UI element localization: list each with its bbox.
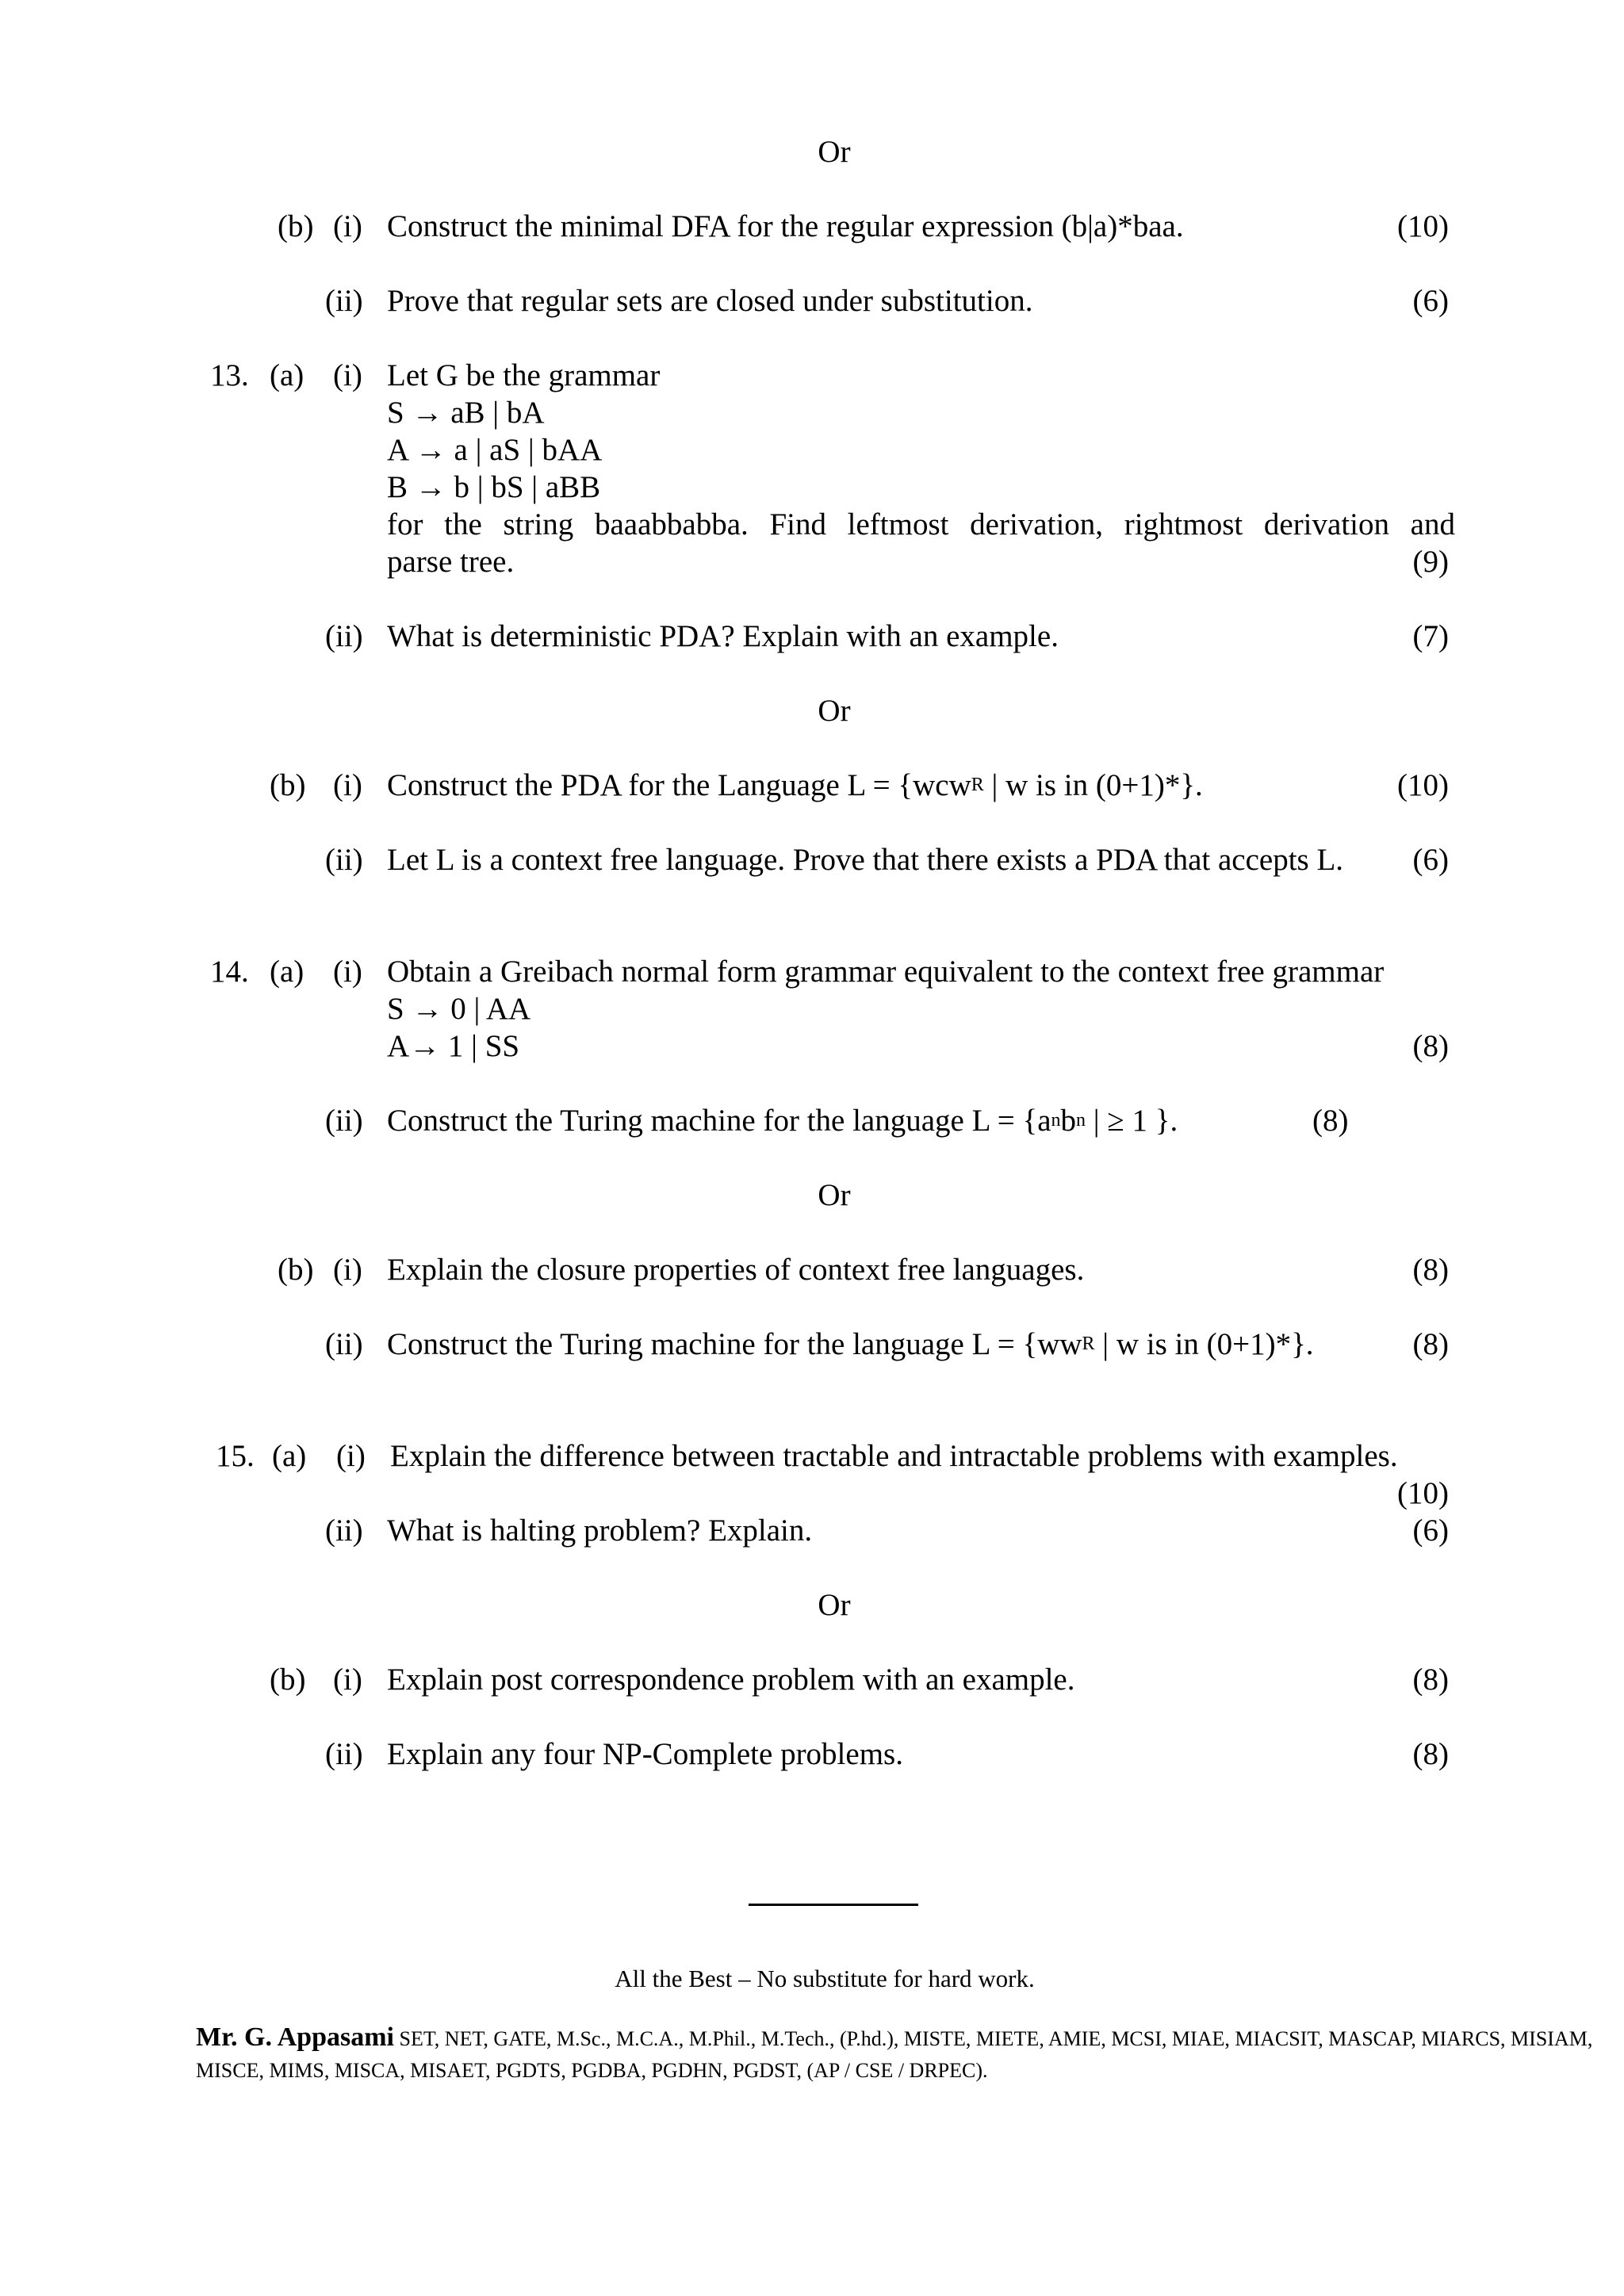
closing-message: All the Best – No substitute for hard work. (615, 1965, 1035, 1992)
marks: (8) (1412, 1327, 1449, 1361)
or-separator: Or (818, 1588, 851, 1622)
grammar-rule: A→ 1 | SS (387, 1029, 520, 1063)
marks: (8) (1312, 1104, 1349, 1138)
subpart-label: (i) (333, 1253, 362, 1287)
question-text: parse tree. (387, 545, 515, 579)
question-text: Let L is a context free language. Prove that there exists a PDA that accepts L. (387, 843, 1344, 877)
or-separator: Or (818, 135, 851, 169)
marks: (7) (1412, 619, 1449, 653)
question-text: Explain the closure properties of context free languages. (387, 1253, 1085, 1287)
subpart-label: (ii) (325, 1327, 363, 1361)
marks: (8) (1412, 1737, 1449, 1771)
part-label: (a) (272, 1439, 307, 1473)
question-text: Explain the difference between tractable and intractable problems with examples. (390, 1439, 1398, 1473)
subpart-label: (i) (333, 955, 362, 989)
question-text: Obtain a Greibach normal form grammar equivalent to the context free grammar (387, 955, 1385, 989)
question-text: Construct the minimal DFA for the regular expression (b|a)*baa. (387, 209, 1184, 243)
question-text: Explain post correspondence problem with an example. (387, 1663, 1075, 1697)
part-label: (b) (270, 768, 306, 802)
part-label: (b) (278, 209, 314, 243)
question-text: What is halting problem? Explain. (387, 1513, 813, 1548)
marks: (6) (1412, 843, 1449, 877)
marks: (8) (1412, 1663, 1449, 1697)
end-rule (749, 1904, 918, 1906)
subpart-label: (ii) (325, 1737, 363, 1771)
part-label: (b) (278, 1253, 314, 1287)
part-label: (a) (270, 358, 304, 392)
question-text: Construct the Turing machine for the language $L = \{ww^R$ | w is in (0+1)*}. (387, 1327, 1314, 1361)
marks: (9) (1412, 545, 1449, 579)
subpart-label: (ii) (325, 619, 363, 653)
part-label: (a) (270, 955, 304, 989)
subpart-label: (i) (336, 1439, 366, 1473)
subpart-label: (i) (333, 358, 362, 392)
question-text: Prove that regular sets are closed under substitution. (387, 284, 1033, 318)
author-name: Mr. G. Appasami (196, 2022, 395, 2052)
subpart-label: (ii) (325, 1104, 363, 1138)
marks: (8) (1412, 1029, 1449, 1063)
or-separator: Or (818, 694, 851, 728)
author-credit (196, 2022, 1607, 2087)
grammar-rule: S → 0 | AA (387, 992, 531, 1026)
marks: (6) (1412, 284, 1449, 318)
marks: (8) (1412, 1253, 1449, 1287)
marks: (10) (1397, 768, 1449, 802)
subpart-label: (i) (333, 1663, 362, 1697)
question-text: Explain any four NP-Complete problems. (387, 1737, 903, 1771)
question-text: for the string baaabbabba. Find leftmost derivation, rightmost derivation and (387, 507, 1455, 541)
marks: (6) (1412, 1513, 1449, 1548)
part-label: (b) (270, 1663, 306, 1697)
subpart-label: (ii) (325, 284, 363, 318)
subpart-label: (ii) (325, 1513, 363, 1548)
grammar-rule: A → a | aS | bAA (387, 433, 603, 467)
question-text: What is deterministic PDA? Explain with an example. (387, 619, 1059, 653)
subpart-label: (i) (333, 209, 362, 243)
question-number: 14. (210, 955, 249, 989)
grammar-rule: B → b | bS | aBB (387, 470, 601, 504)
grammar-rule: S → aB | bA (387, 396, 545, 430)
or-separator: Or (818, 1178, 851, 1212)
subpart-label: (i) (333, 768, 362, 802)
author-credentials: SET, NET, GATE, M.Sc., M.C.A., M.Phil., M.Tech., (P.hd.), MISTE, MIETE, AMIE, MCSI, MIAE, MIACSIT, MASCAP, MIARCS, MISIAM, MISCE, MIMS, MISCA, MISAET, PGDTS, PGDBA, PGDHN, PGDST, (AP / CSE / DRPEC). (196, 2027, 1593, 2082)
marks: (10) (1397, 1476, 1449, 1510)
question-number: 13. (210, 358, 249, 392)
subpart-label: (ii) (325, 843, 363, 877)
question-text: Construct the PDA for the Language L = {wcw$^R$ | w is in (0+1)*}. (387, 768, 1203, 802)
question-number: 15. (216, 1439, 255, 1473)
question-text: Let G be the grammar (387, 358, 661, 392)
marks: (10) (1397, 209, 1449, 243)
question-text: Construct the Turing machine for the language $L = \{a^nb^n$ | ≥ 1 }. (387, 1104, 1178, 1138)
